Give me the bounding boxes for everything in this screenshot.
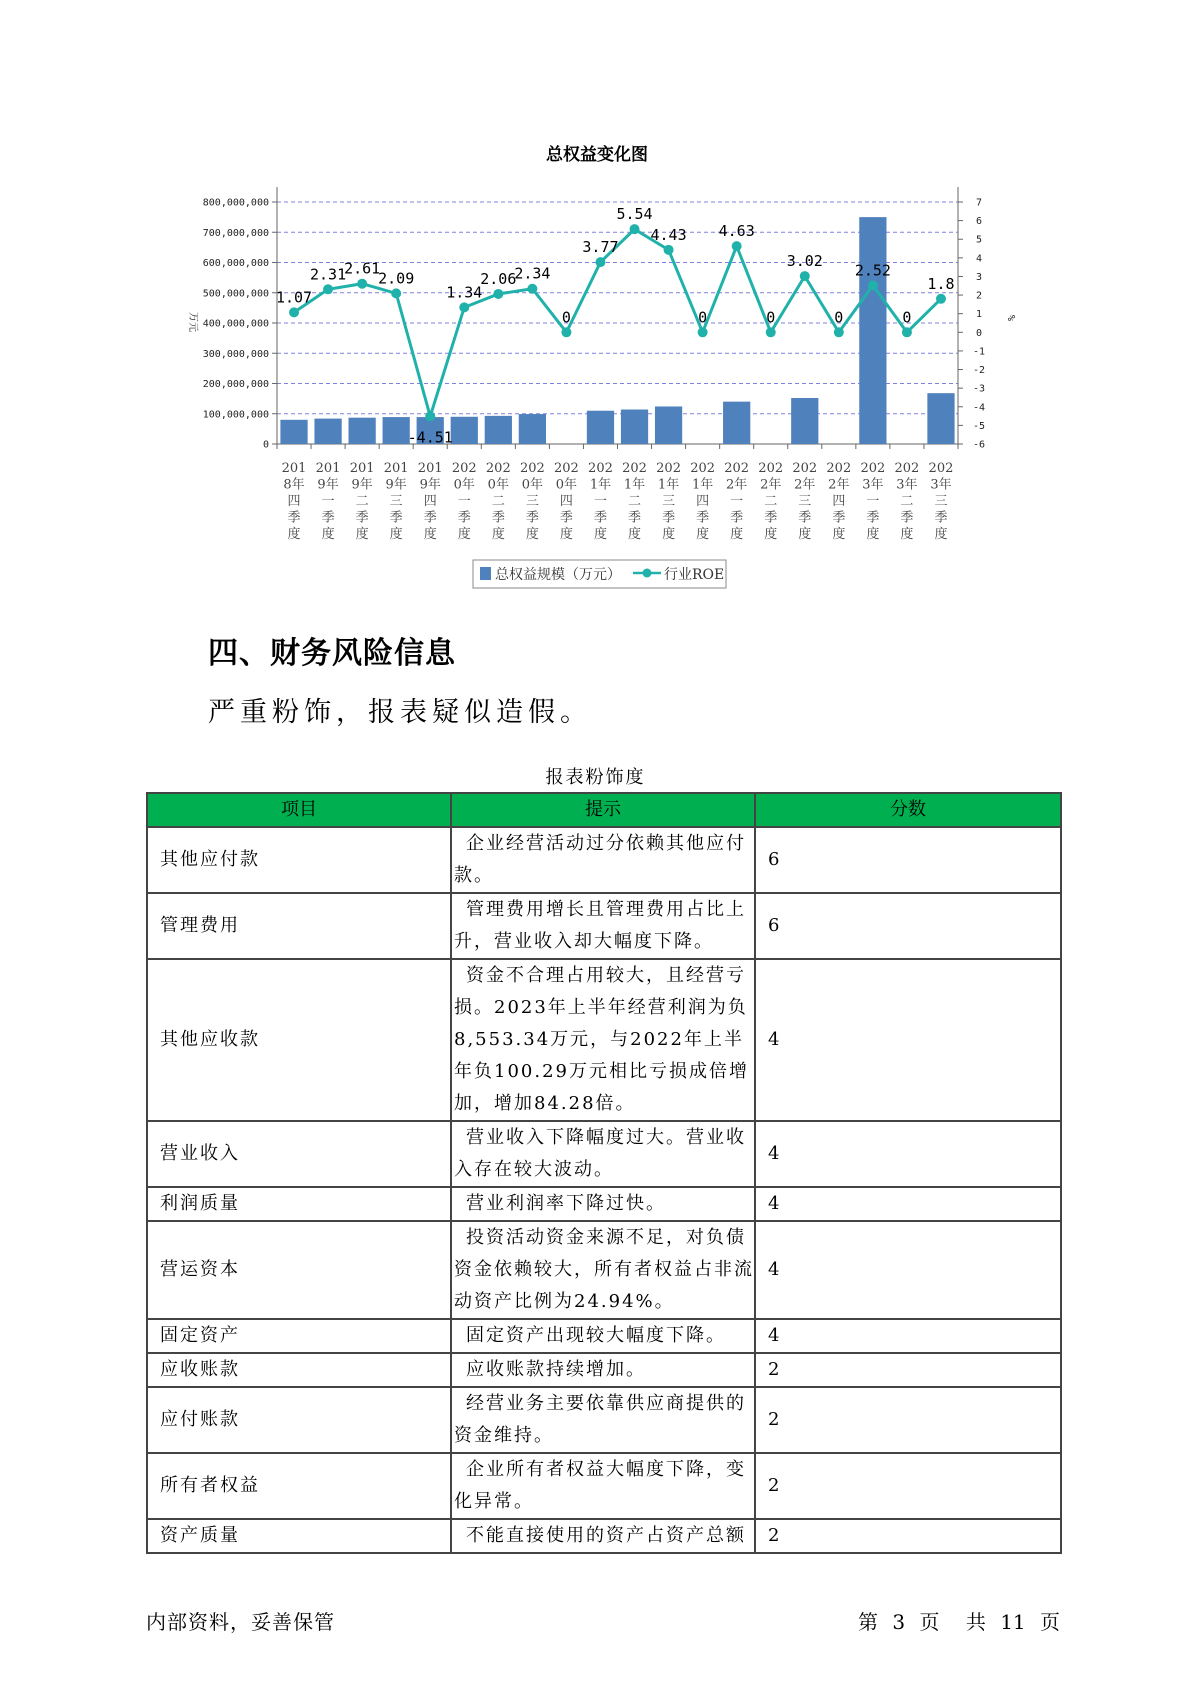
roe-point bbox=[289, 307, 299, 317]
x-category-line: 202 bbox=[656, 461, 681, 476]
x-category-line: 0年 bbox=[555, 477, 578, 493]
row-item: 所有者权益 bbox=[147, 1453, 451, 1519]
roe-point bbox=[527, 284, 537, 294]
row-score: 4 bbox=[755, 1319, 1061, 1353]
y2-tick-label: 4 bbox=[975, 253, 983, 265]
line-series bbox=[276, 205, 955, 446]
x-category-line: 季 bbox=[866, 510, 880, 526]
total-pages: 11 bbox=[1000, 1610, 1026, 1634]
x-category-line: 1年 bbox=[657, 477, 680, 493]
row-score: 4 bbox=[755, 1221, 1061, 1319]
roe-data-label: 5.54 bbox=[616, 205, 653, 224]
y-tick-label: 400,000,000 bbox=[202, 318, 269, 330]
x-category-label bbox=[622, 461, 647, 542]
header-score: 分数 bbox=[755, 793, 1061, 827]
x-category-line: 度 bbox=[798, 527, 812, 542]
x-category-line: 201 bbox=[281, 461, 307, 476]
x-category-label bbox=[656, 461, 681, 542]
x-category-line: 三 bbox=[525, 494, 539, 509]
x-category-line: 度 bbox=[525, 527, 539, 542]
x-category-line: 一 bbox=[866, 494, 880, 509]
x-category-line: 度 bbox=[287, 527, 301, 542]
x-category-line: 季 bbox=[934, 510, 948, 526]
x-category-line: 度 bbox=[764, 527, 778, 542]
roe-point bbox=[834, 327, 844, 337]
header-hint: 提示 bbox=[451, 793, 755, 827]
x-category-line: 202 bbox=[622, 461, 647, 476]
row-score: 2 bbox=[755, 1353, 1061, 1387]
y2-tick-label: 5 bbox=[975, 234, 983, 246]
y-tick-label: 100,000,000 bbox=[202, 409, 269, 421]
x-category-line: 度 bbox=[696, 527, 710, 542]
y-tick-label: 0 bbox=[262, 439, 269, 451]
row-hint: 不能直接使用的资产占资产总额 bbox=[451, 1519, 755, 1553]
roe-data-label: 0 bbox=[698, 308, 708, 327]
page-prefix: 第 bbox=[858, 1610, 879, 1634]
x-category-label bbox=[690, 461, 715, 542]
x-category-line: 四 bbox=[832, 494, 846, 509]
x-category-line: 9年 bbox=[317, 477, 339, 493]
total-unit: 页 bbox=[1040, 1610, 1060, 1634]
roe-data-label: 2.52 bbox=[854, 261, 891, 280]
x-category-line: 季 bbox=[696, 510, 710, 526]
roe-data-label: 2.61 bbox=[344, 259, 381, 278]
x-category-line: 季 bbox=[628, 510, 642, 526]
bar bbox=[927, 393, 954, 444]
roe-point bbox=[323, 284, 333, 294]
y2-tick-label: 3 bbox=[975, 271, 983, 283]
row-score: 2 bbox=[755, 1519, 1061, 1553]
row-item: 固定资产 bbox=[147, 1319, 451, 1353]
table-header-row bbox=[147, 793, 1061, 827]
x-category-line: 度 bbox=[423, 527, 437, 542]
table-row bbox=[147, 1319, 1061, 1353]
x-category-line: 1年 bbox=[623, 477, 646, 493]
table-row bbox=[147, 893, 1061, 959]
chart-title: 总权益变化图 bbox=[546, 145, 648, 165]
roe-data-label: 1.34 bbox=[446, 283, 483, 302]
x-category-line: 1年 bbox=[589, 477, 612, 493]
x-category-line: 202 bbox=[758, 461, 784, 476]
row-hint: 营业利润率下降过快。 bbox=[451, 1187, 755, 1221]
x-category-line: 2年 bbox=[794, 477, 816, 493]
roe-data-label: 4.63 bbox=[718, 222, 755, 241]
row-hint: 企业所有者权益大幅度下降，变化异常。 bbox=[451, 1453, 755, 1519]
roe-data-label: 2.31 bbox=[310, 265, 347, 284]
x-category-line: 8年 bbox=[283, 477, 305, 493]
roe-data-label: 2.06 bbox=[480, 269, 517, 288]
x-category-line: 202 bbox=[451, 461, 477, 476]
chart-legend bbox=[473, 560, 726, 588]
roe-data-label: 0 bbox=[902, 308, 912, 327]
row-item: 其他应收款 bbox=[147, 959, 451, 1121]
roe-point bbox=[493, 289, 503, 299]
y2-tick-label: -1 bbox=[972, 346, 986, 358]
x-category-line: 二 bbox=[491, 494, 505, 509]
roe-point bbox=[630, 224, 640, 234]
x-category-line: 9年 bbox=[419, 477, 441, 493]
roe-point bbox=[868, 280, 878, 290]
y-tick-label: 300,000,000 bbox=[202, 348, 269, 360]
section-text: 严重粉饰，报表疑似造假。 bbox=[208, 697, 592, 728]
roe-data-label: 0 bbox=[561, 308, 571, 327]
x-category-line: 二 bbox=[628, 494, 642, 509]
x-category-line: 季 bbox=[423, 510, 437, 526]
roe-point bbox=[459, 302, 469, 312]
x-category-line: 201 bbox=[315, 461, 341, 476]
x-category-line: 202 bbox=[519, 461, 545, 476]
y2-axis-label: % bbox=[1005, 314, 1016, 322]
y2-tick-label: 1 bbox=[975, 309, 983, 321]
row-hint: 应收账款持续增加。 bbox=[451, 1353, 755, 1387]
x-category-line: 度 bbox=[832, 527, 846, 542]
x-category-line: 3年 bbox=[896, 477, 918, 493]
y2-tick-label: 6 bbox=[975, 216, 983, 228]
x-category-line: 季 bbox=[355, 510, 369, 526]
x-category-line: 2年 bbox=[726, 477, 748, 493]
x-category-line: 202 bbox=[485, 461, 511, 476]
table-row bbox=[147, 1121, 1061, 1187]
y2-tick-label: -3 bbox=[972, 383, 986, 395]
table-row bbox=[147, 1387, 1061, 1453]
x-category-line: 度 bbox=[559, 527, 573, 542]
row-item: 其他应付款 bbox=[147, 827, 451, 893]
x-category-line: 度 bbox=[900, 527, 914, 542]
x-category-label bbox=[384, 461, 409, 542]
x-category-line: 201 bbox=[383, 461, 409, 476]
x-category-line: 三 bbox=[662, 494, 676, 509]
row-hint: 资金不合理占用较大，且经营亏损。2023年上半年经营利润为负8,553.34万元，与2022年上半年负100.29万元相比亏损成倍增加，增加84.28倍。 bbox=[451, 959, 755, 1121]
row-hint: 投资活动资金来源不足，对负债资金依赖较大，所有者权益占非流动资产比例为24.94%。 bbox=[451, 1221, 755, 1319]
x-category-line: 二 bbox=[764, 494, 778, 509]
equity-chart bbox=[0, 0, 1191, 600]
x-category-line: 度 bbox=[662, 527, 676, 542]
roe-point bbox=[425, 411, 435, 421]
x-category-line: 季 bbox=[730, 510, 744, 526]
row-hint: 经营业务主要依靠供应商提供的资金维持。 bbox=[451, 1387, 755, 1453]
table-row bbox=[147, 1221, 1061, 1319]
legend-bar-swatch bbox=[480, 567, 491, 580]
x-category-label bbox=[282, 461, 307, 542]
x-category-line: 季 bbox=[491, 510, 505, 526]
x-category-line: 201 bbox=[349, 461, 375, 476]
x-category-line: 三 bbox=[934, 494, 948, 509]
x-category-line: 度 bbox=[355, 527, 369, 542]
roe-point bbox=[902, 327, 912, 337]
x-category-line: 三 bbox=[798, 494, 812, 509]
y2-tick-label: -4 bbox=[972, 402, 986, 414]
footer-confidential: 内部资料，妥善保管 bbox=[146, 1610, 335, 1634]
roe-point bbox=[595, 257, 605, 267]
x-category-line: 9年 bbox=[385, 477, 407, 493]
x-category-line: 度 bbox=[866, 527, 880, 542]
x-category-line: 季 bbox=[593, 510, 607, 526]
roe-point bbox=[698, 327, 708, 337]
x-category-label bbox=[895, 461, 920, 542]
header-item: 项目 bbox=[147, 793, 451, 827]
roe-point bbox=[732, 241, 742, 251]
y-tick-label: 500,000,000 bbox=[202, 288, 269, 300]
x-category-line: 0年 bbox=[453, 477, 475, 493]
x-category-line: 二 bbox=[900, 494, 914, 509]
row-score: 6 bbox=[755, 827, 1061, 893]
x-category-label bbox=[929, 461, 954, 542]
y2-tick-label: 7 bbox=[975, 197, 983, 209]
roe-point bbox=[391, 288, 401, 298]
roe-point bbox=[664, 245, 674, 255]
table-row bbox=[147, 1519, 1061, 1553]
table-row bbox=[147, 1187, 1061, 1221]
table-row bbox=[147, 1353, 1061, 1387]
x-category-line: 季 bbox=[662, 510, 676, 526]
row-item: 营业收入 bbox=[147, 1121, 451, 1187]
x-category-line: 一 bbox=[457, 494, 471, 509]
x-category-label bbox=[486, 461, 511, 542]
x-category-line: 3年 bbox=[930, 477, 952, 493]
x-category-line: 202 bbox=[690, 461, 716, 476]
y2-tick-label: -2 bbox=[972, 365, 986, 377]
x-category-label bbox=[724, 461, 749, 542]
x-category-line: 一 bbox=[593, 494, 607, 509]
x-category-line: 度 bbox=[321, 527, 335, 542]
x-category-line: 3年 bbox=[862, 477, 884, 493]
roe-data-label: 2.09 bbox=[378, 269, 415, 288]
x-category-line: 度 bbox=[934, 527, 948, 542]
x-category-line: 2年 bbox=[760, 477, 782, 493]
y2-tick-label: -6 bbox=[972, 439, 986, 451]
legend-bar-label: 总权益规模（万元） bbox=[495, 567, 621, 583]
x-category-line: 202 bbox=[928, 461, 954, 476]
bar bbox=[280, 420, 307, 444]
bar bbox=[349, 418, 376, 444]
x-category-line: 度 bbox=[457, 527, 471, 542]
x-category-line: 四 bbox=[696, 494, 710, 509]
table-row bbox=[147, 959, 1061, 1121]
legend-line-marker bbox=[643, 569, 652, 578]
x-category-line: 四 bbox=[423, 494, 437, 509]
row-item: 管理费用 bbox=[147, 893, 451, 959]
x-category-label bbox=[316, 461, 341, 542]
x-category-label bbox=[418, 461, 443, 542]
row-hint: 营业收入下降幅度过大。营业收入存在较大波动。 bbox=[451, 1121, 755, 1187]
x-category-line: 度 bbox=[491, 527, 505, 542]
row-score: 2 bbox=[755, 1387, 1061, 1453]
x-category-line: 季 bbox=[321, 510, 335, 526]
roe-data-label: 2.34 bbox=[514, 264, 551, 283]
x-category-line: 季 bbox=[764, 510, 778, 526]
legend-line-label: 行业ROE bbox=[664, 567, 725, 583]
y-tick-label: 600,000,000 bbox=[202, 258, 269, 269]
row-score: 4 bbox=[755, 1121, 1061, 1187]
bar bbox=[587, 411, 614, 444]
row-item: 应付账款 bbox=[147, 1387, 451, 1453]
x-category-line: 202 bbox=[894, 461, 920, 476]
bar bbox=[314, 419, 341, 444]
x-category-line: 度 bbox=[730, 527, 744, 542]
x-category-line: 202 bbox=[588, 461, 613, 476]
roe-data-label: 0 bbox=[834, 308, 844, 327]
x-category-line: 三 bbox=[389, 494, 403, 509]
total-prefix: 共 bbox=[965, 1610, 986, 1634]
x-category-line: 度 bbox=[628, 527, 642, 542]
x-category-line: 9年 bbox=[351, 477, 373, 493]
bar bbox=[655, 406, 682, 444]
x-category-line: 0年 bbox=[487, 477, 509, 493]
x-category-line: 季 bbox=[287, 510, 301, 526]
x-category-line: 202 bbox=[860, 461, 886, 476]
row-score: 2 bbox=[755, 1453, 1061, 1519]
bar bbox=[791, 398, 818, 444]
table-row bbox=[147, 1453, 1061, 1519]
bar bbox=[723, 402, 750, 444]
bar bbox=[859, 217, 886, 444]
bar bbox=[383, 417, 410, 444]
bar bbox=[485, 416, 512, 444]
x-category-line: 0年 bbox=[521, 477, 544, 493]
roe-point bbox=[936, 294, 946, 304]
risk-table bbox=[146, 792, 1062, 1554]
y-axis-label: 万元 bbox=[187, 312, 198, 332]
row-item: 营运资本 bbox=[147, 1221, 451, 1319]
row-hint: 企业经营活动过分依赖其他应付款。 bbox=[451, 827, 755, 893]
x-category-label bbox=[452, 461, 477, 542]
roe-data-label: 1.07 bbox=[275, 288, 313, 307]
y2-tick-label: 2 bbox=[975, 290, 983, 302]
roe-point bbox=[561, 327, 571, 337]
x-category-label bbox=[554, 461, 579, 542]
x-category-line: 202 bbox=[826, 461, 852, 476]
bar bbox=[621, 410, 648, 444]
roe-point bbox=[357, 279, 367, 289]
y-tick-label: 200,000,000 bbox=[202, 379, 269, 390]
roe-data-label: 3.77 bbox=[582, 238, 619, 257]
x-category-line: 202 bbox=[792, 461, 818, 476]
roe-data-label: -4.51 bbox=[407, 428, 453, 447]
row-item: 应收账款 bbox=[147, 1353, 451, 1387]
x-category-line: 季 bbox=[559, 510, 573, 526]
x-category-line: 季 bbox=[525, 510, 539, 526]
x-category-line: 季 bbox=[389, 510, 403, 526]
row-score: 4 bbox=[755, 959, 1061, 1121]
x-category-label bbox=[826, 461, 851, 542]
row-item: 利润质量 bbox=[147, 1187, 451, 1221]
x-category-label bbox=[860, 461, 885, 542]
footer-page-info bbox=[858, 1606, 1060, 1635]
x-category-line: 201 bbox=[417, 461, 443, 476]
x-category-line: 1年 bbox=[691, 477, 714, 493]
x-category-line: 四 bbox=[287, 494, 301, 509]
bar bbox=[519, 414, 546, 444]
bar bbox=[451, 417, 478, 444]
x-category-line: 季 bbox=[798, 510, 812, 526]
y-tick-label: 700,000,000 bbox=[202, 227, 269, 239]
x-category-label bbox=[792, 461, 817, 542]
section-heading: 四、财务风险信息 bbox=[208, 636, 456, 671]
table-caption: 报表粉饰度 bbox=[545, 767, 646, 788]
x-category-line: 度 bbox=[389, 527, 403, 542]
roe-data-label: 0 bbox=[766, 308, 776, 327]
roe-data-label: 4.43 bbox=[650, 225, 687, 244]
x-category-line: 2年 bbox=[828, 477, 850, 493]
y2-tick-label: -5 bbox=[972, 420, 986, 432]
row-score: 4 bbox=[755, 1187, 1061, 1221]
y2-tick-label: 0 bbox=[975, 327, 983, 339]
x-category-line: 季 bbox=[900, 510, 914, 526]
roe-data-label: 1.8 bbox=[927, 274, 955, 293]
x-category-line: 季 bbox=[832, 510, 846, 526]
row-hint: 固定资产出现较大幅度下降。 bbox=[451, 1319, 755, 1353]
x-category-line: 季 bbox=[457, 510, 471, 526]
x-category-line: 202 bbox=[724, 461, 750, 476]
x-category-line: 一 bbox=[730, 494, 744, 509]
y-tick-label: 800,000,000 bbox=[202, 197, 269, 209]
x-category-line: 四 bbox=[559, 494, 573, 509]
x-category-line: 202 bbox=[554, 461, 579, 476]
x-category-line: 二 bbox=[355, 494, 369, 509]
x-category-label bbox=[758, 461, 783, 542]
x-category-label bbox=[350, 461, 375, 542]
page-unit: 页 bbox=[919, 1610, 940, 1634]
roe-point bbox=[800, 271, 810, 281]
roe-data-label: 3.02 bbox=[786, 252, 823, 271]
row-score: 6 bbox=[755, 893, 1061, 959]
row-item: 资产质量 bbox=[147, 1519, 451, 1553]
x-category-line: 一 bbox=[321, 494, 335, 509]
x-category-label bbox=[520, 461, 545, 542]
table-row bbox=[147, 827, 1061, 893]
row-hint: 管理费用增长且管理费用占比上升，营业收入却大幅度下降。 bbox=[451, 893, 755, 959]
x-category-label bbox=[588, 461, 613, 542]
page-number: 3 bbox=[892, 1610, 906, 1634]
roe-point bbox=[766, 327, 776, 337]
x-category-line: 度 bbox=[593, 527, 607, 542]
